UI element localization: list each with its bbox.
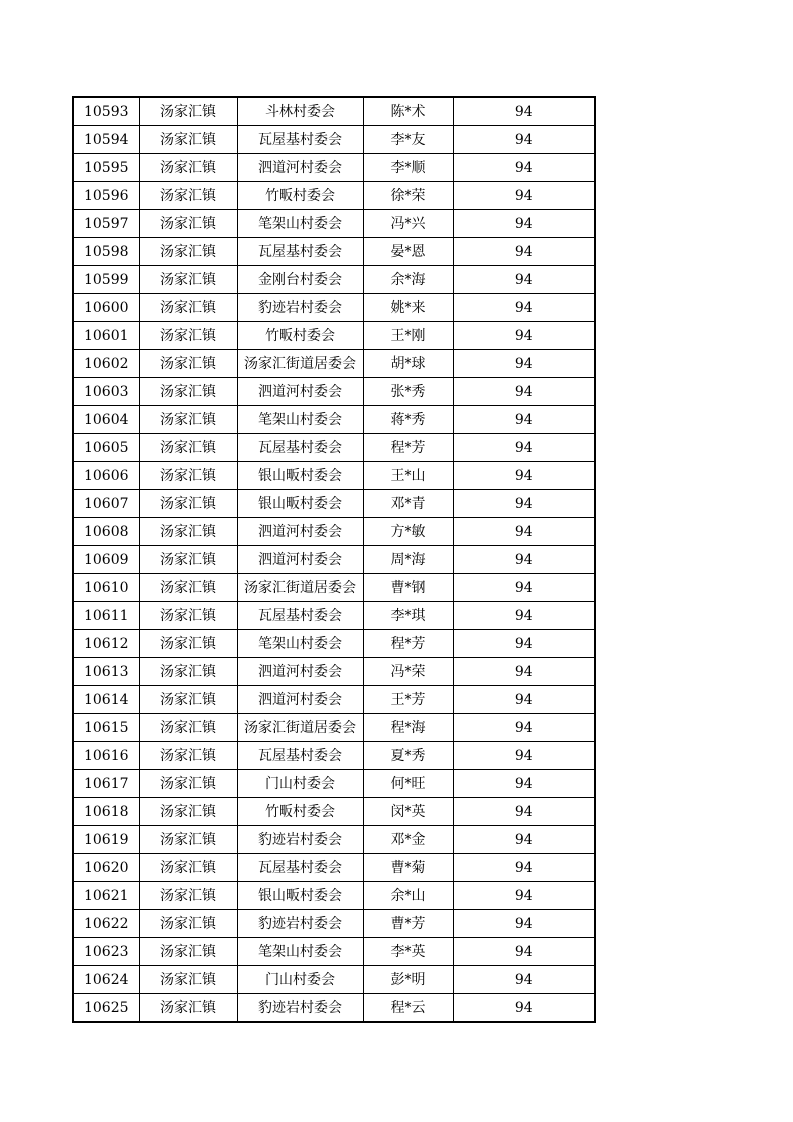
serial-number-cell: 10612 [73, 630, 139, 658]
town-cell: 汤家汇镇 [139, 798, 237, 826]
table-row [73, 238, 595, 266]
name-cell: 余*山 [363, 882, 453, 910]
serial-number-cell: 10624 [73, 966, 139, 994]
score-cell: 94 [453, 770, 595, 798]
score-cell: 94 [453, 742, 595, 770]
table-row [73, 182, 595, 210]
unit-cell: 竹畈村委会 [237, 322, 363, 350]
score-cell: 94 [453, 938, 595, 966]
name-cell: 程*云 [363, 994, 453, 1023]
score-cell: 94 [453, 714, 595, 742]
score-cell: 94 [453, 518, 595, 546]
serial-number-cell: 10596 [73, 182, 139, 210]
table-row [73, 154, 595, 182]
serial-number-cell: 10605 [73, 434, 139, 462]
unit-cell: 汤家汇街道居委会 [237, 574, 363, 602]
name-cell: 王*山 [363, 462, 453, 490]
town-cell: 汤家汇镇 [139, 434, 237, 462]
serial-number-cell: 10620 [73, 854, 139, 882]
name-cell: 冯*荣 [363, 658, 453, 686]
serial-number-cell: 10594 [73, 126, 139, 154]
name-cell: 张*秀 [363, 378, 453, 406]
name-cell: 曹*芳 [363, 910, 453, 938]
table-row [73, 322, 595, 350]
town-cell: 汤家汇镇 [139, 826, 237, 854]
serial-number-cell: 10598 [73, 238, 139, 266]
score-cell: 94 [453, 910, 595, 938]
name-cell: 周*海 [363, 546, 453, 574]
serial-number-cell: 10608 [73, 518, 139, 546]
table-row [73, 490, 595, 518]
score-cell: 94 [453, 574, 595, 602]
unit-cell: 竹畈村委会 [237, 182, 363, 210]
name-cell: 邓*青 [363, 490, 453, 518]
score-cell: 94 [453, 154, 595, 182]
name-cell: 徐*荣 [363, 182, 453, 210]
unit-cell: 门山村委会 [237, 770, 363, 798]
serial-number-cell: 10607 [73, 490, 139, 518]
name-cell: 李*友 [363, 126, 453, 154]
score-cell: 94 [453, 97, 595, 126]
town-cell: 汤家汇镇 [139, 686, 237, 714]
score-cell: 94 [453, 966, 595, 994]
name-cell: 陈*术 [363, 97, 453, 126]
table-row [73, 97, 595, 126]
serial-number-cell: 10617 [73, 770, 139, 798]
table-row [73, 910, 595, 938]
unit-cell: 笔架山村委会 [237, 630, 363, 658]
unit-cell: 瓦屋基村委会 [237, 434, 363, 462]
town-cell: 汤家汇镇 [139, 378, 237, 406]
town-cell: 汤家汇镇 [139, 518, 237, 546]
table-row [73, 994, 595, 1023]
name-cell: 蒋*秀 [363, 406, 453, 434]
table-row [73, 742, 595, 770]
unit-cell: 汤家汇街道居委会 [237, 714, 363, 742]
unit-cell: 金刚台村委会 [237, 266, 363, 294]
name-cell: 晏*恩 [363, 238, 453, 266]
unit-cell: 笔架山村委会 [237, 938, 363, 966]
name-cell: 曹*钢 [363, 574, 453, 602]
name-cell: 王*芳 [363, 686, 453, 714]
unit-cell: 泗道河村委会 [237, 546, 363, 574]
serial-number-cell: 10606 [73, 462, 139, 490]
serial-number-cell: 10602 [73, 350, 139, 378]
score-cell: 94 [453, 854, 595, 882]
unit-cell: 豹迹岩村委会 [237, 826, 363, 854]
score-cell: 94 [453, 294, 595, 322]
town-cell: 汤家汇镇 [139, 154, 237, 182]
town-cell: 汤家汇镇 [139, 350, 237, 378]
name-cell: 方*敏 [363, 518, 453, 546]
town-cell: 汤家汇镇 [139, 658, 237, 686]
score-cell: 94 [453, 658, 595, 686]
serial-number-cell: 10621 [73, 882, 139, 910]
serial-number-cell: 10622 [73, 910, 139, 938]
name-cell: 何*旺 [363, 770, 453, 798]
unit-cell: 瓦屋基村委会 [237, 238, 363, 266]
town-cell: 汤家汇镇 [139, 126, 237, 154]
name-cell: 闵*英 [363, 798, 453, 826]
unit-cell: 泗道河村委会 [237, 154, 363, 182]
town-cell: 汤家汇镇 [139, 938, 237, 966]
town-cell: 汤家汇镇 [139, 994, 237, 1023]
score-cell: 94 [453, 686, 595, 714]
serial-number-cell: 10597 [73, 210, 139, 238]
serial-number-cell: 10604 [73, 406, 139, 434]
town-cell: 汤家汇镇 [139, 714, 237, 742]
table-row [73, 518, 595, 546]
name-cell: 姚*来 [363, 294, 453, 322]
score-cell: 94 [453, 462, 595, 490]
serial-number-cell: 10600 [73, 294, 139, 322]
serial-number-cell: 10613 [73, 658, 139, 686]
serial-number-cell: 10603 [73, 378, 139, 406]
name-cell: 李*英 [363, 938, 453, 966]
name-cell: 李*顺 [363, 154, 453, 182]
table-row [73, 854, 595, 882]
score-cell: 94 [453, 798, 595, 826]
score-cell: 94 [453, 434, 595, 462]
score-cell: 94 [453, 126, 595, 154]
table-row [73, 378, 595, 406]
table-row [73, 798, 595, 826]
table-row [73, 266, 595, 294]
table-row [73, 630, 595, 658]
unit-cell: 汤家汇街道居委会 [237, 350, 363, 378]
score-cell: 94 [453, 882, 595, 910]
name-cell: 曹*菊 [363, 854, 453, 882]
town-cell: 汤家汇镇 [139, 266, 237, 294]
unit-cell: 豹迹岩村委会 [237, 910, 363, 938]
serial-number-cell: 10601 [73, 322, 139, 350]
serial-number-cell: 10595 [73, 154, 139, 182]
town-cell: 汤家汇镇 [139, 322, 237, 350]
table-row [73, 882, 595, 910]
town-cell: 汤家汇镇 [139, 630, 237, 658]
score-cell: 94 [453, 546, 595, 574]
town-cell: 汤家汇镇 [139, 210, 237, 238]
name-cell: 程*芳 [363, 630, 453, 658]
score-cell: 94 [453, 490, 595, 518]
data-table [72, 96, 596, 1023]
table-row [73, 686, 595, 714]
unit-cell: 瓦屋基村委会 [237, 742, 363, 770]
name-cell: 程*海 [363, 714, 453, 742]
score-cell: 94 [453, 266, 595, 294]
score-cell: 94 [453, 182, 595, 210]
unit-cell: 豹迹岩村委会 [237, 994, 363, 1023]
name-cell: 程*芳 [363, 434, 453, 462]
unit-cell: 瓦屋基村委会 [237, 854, 363, 882]
unit-cell: 门山村委会 [237, 966, 363, 994]
town-cell: 汤家汇镇 [139, 574, 237, 602]
name-cell: 余*海 [363, 266, 453, 294]
serial-number-cell: 10609 [73, 546, 139, 574]
table-row [73, 602, 595, 630]
score-cell: 94 [453, 630, 595, 658]
unit-cell: 泗道河村委会 [237, 686, 363, 714]
name-cell: 彭*明 [363, 966, 453, 994]
town-cell: 汤家汇镇 [139, 462, 237, 490]
table-row [73, 826, 595, 854]
score-cell: 94 [453, 378, 595, 406]
table-row [73, 462, 595, 490]
town-cell: 汤家汇镇 [139, 854, 237, 882]
unit-cell: 银山畈村委会 [237, 462, 363, 490]
town-cell: 汤家汇镇 [139, 966, 237, 994]
serial-number-cell: 10615 [73, 714, 139, 742]
town-cell: 汤家汇镇 [139, 546, 237, 574]
table-row [73, 658, 595, 686]
serial-number-cell: 10611 [73, 602, 139, 630]
town-cell: 汤家汇镇 [139, 742, 237, 770]
table-body [73, 97, 595, 1022]
score-cell: 94 [453, 350, 595, 378]
table-row [73, 434, 595, 462]
town-cell: 汤家汇镇 [139, 602, 237, 630]
score-cell: 94 [453, 602, 595, 630]
serial-number-cell: 10619 [73, 826, 139, 854]
score-cell: 94 [453, 406, 595, 434]
score-cell: 94 [453, 322, 595, 350]
name-cell: 王*刚 [363, 322, 453, 350]
name-cell: 冯*兴 [363, 210, 453, 238]
unit-cell: 瓦屋基村委会 [237, 126, 363, 154]
town-cell: 汤家汇镇 [139, 910, 237, 938]
serial-number-cell: 10618 [73, 798, 139, 826]
table-row [73, 574, 595, 602]
table-row [73, 966, 595, 994]
score-cell: 94 [453, 238, 595, 266]
table-row [73, 126, 595, 154]
serial-number-cell: 10599 [73, 266, 139, 294]
unit-cell: 泗道河村委会 [237, 658, 363, 686]
score-cell: 94 [453, 210, 595, 238]
town-cell: 汤家汇镇 [139, 882, 237, 910]
name-cell: 胡*球 [363, 350, 453, 378]
town-cell: 汤家汇镇 [139, 182, 237, 210]
unit-cell: 泗道河村委会 [237, 378, 363, 406]
town-cell: 汤家汇镇 [139, 97, 237, 126]
unit-cell: 银山畈村委会 [237, 882, 363, 910]
unit-cell: 笔架山村委会 [237, 406, 363, 434]
town-cell: 汤家汇镇 [139, 238, 237, 266]
unit-cell: 泗道河村委会 [237, 518, 363, 546]
serial-number-cell: 10614 [73, 686, 139, 714]
table-row [73, 546, 595, 574]
name-cell: 李*琪 [363, 602, 453, 630]
town-cell: 汤家汇镇 [139, 490, 237, 518]
town-cell: 汤家汇镇 [139, 770, 237, 798]
name-cell: 邓*金 [363, 826, 453, 854]
unit-cell: 斗林村委会 [237, 97, 363, 126]
name-cell: 夏*秀 [363, 742, 453, 770]
score-cell: 94 [453, 994, 595, 1023]
serial-number-cell: 10625 [73, 994, 139, 1023]
table-row [73, 770, 595, 798]
unit-cell: 瓦屋基村委会 [237, 602, 363, 630]
table-row [73, 406, 595, 434]
table-row [73, 210, 595, 238]
table-row [73, 714, 595, 742]
table-row [73, 350, 595, 378]
serial-number-cell: 10616 [73, 742, 139, 770]
town-cell: 汤家汇镇 [139, 406, 237, 434]
town-cell: 汤家汇镇 [139, 294, 237, 322]
serial-number-cell: 10593 [73, 97, 139, 126]
unit-cell: 银山畈村委会 [237, 490, 363, 518]
unit-cell: 笔架山村委会 [237, 210, 363, 238]
unit-cell: 竹畈村委会 [237, 798, 363, 826]
score-cell: 94 [453, 826, 595, 854]
unit-cell: 豹迹岩村委会 [237, 294, 363, 322]
serial-number-cell: 10610 [73, 574, 139, 602]
table-row [73, 938, 595, 966]
table-row [73, 294, 595, 322]
serial-number-cell: 10623 [73, 938, 139, 966]
